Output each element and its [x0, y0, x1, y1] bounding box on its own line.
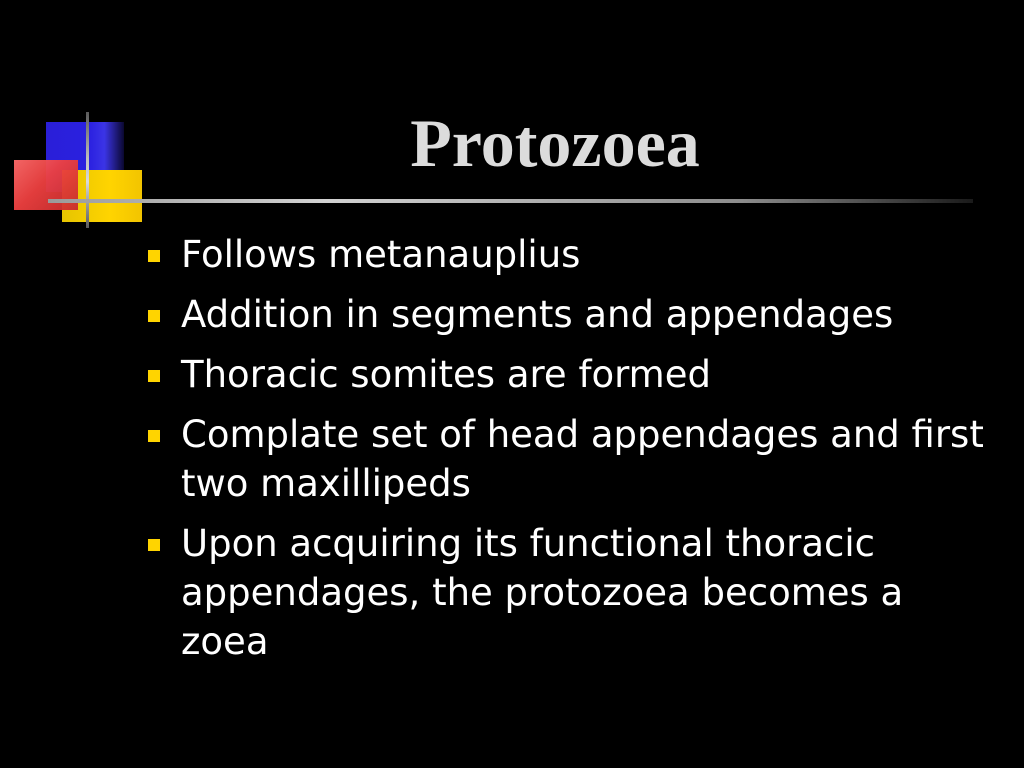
bullet-text: Addition in segments and appendages — [181, 293, 894, 336]
bullet-item — [145, 410, 985, 508]
bullet-text: Complate set of head appendages and first two maxillipeds — [181, 413, 984, 505]
bullet-item — [145, 519, 985, 666]
bullet-item — [145, 290, 985, 339]
square-bullet-icon — [148, 370, 160, 382]
square-bullet-icon — [148, 250, 160, 262]
bullet-text: Thoracic somites are formed — [181, 353, 711, 396]
bullet-list — [145, 230, 985, 677]
decorative-vertical-line — [86, 112, 89, 228]
bullet-item — [145, 350, 985, 399]
bullet-item — [145, 230, 985, 279]
title-underline-divider — [48, 199, 973, 203]
slide-title: Protozoea — [410, 105, 700, 181]
square-bullet-icon — [148, 310, 160, 322]
bullet-text: Follows metanauplius — [181, 233, 581, 276]
square-bullet-icon — [148, 539, 160, 551]
square-bullet-icon — [148, 430, 160, 442]
bullet-text: Upon acquiring its functional thoracic appendages, the protozoea becomes a zoea — [181, 522, 904, 663]
